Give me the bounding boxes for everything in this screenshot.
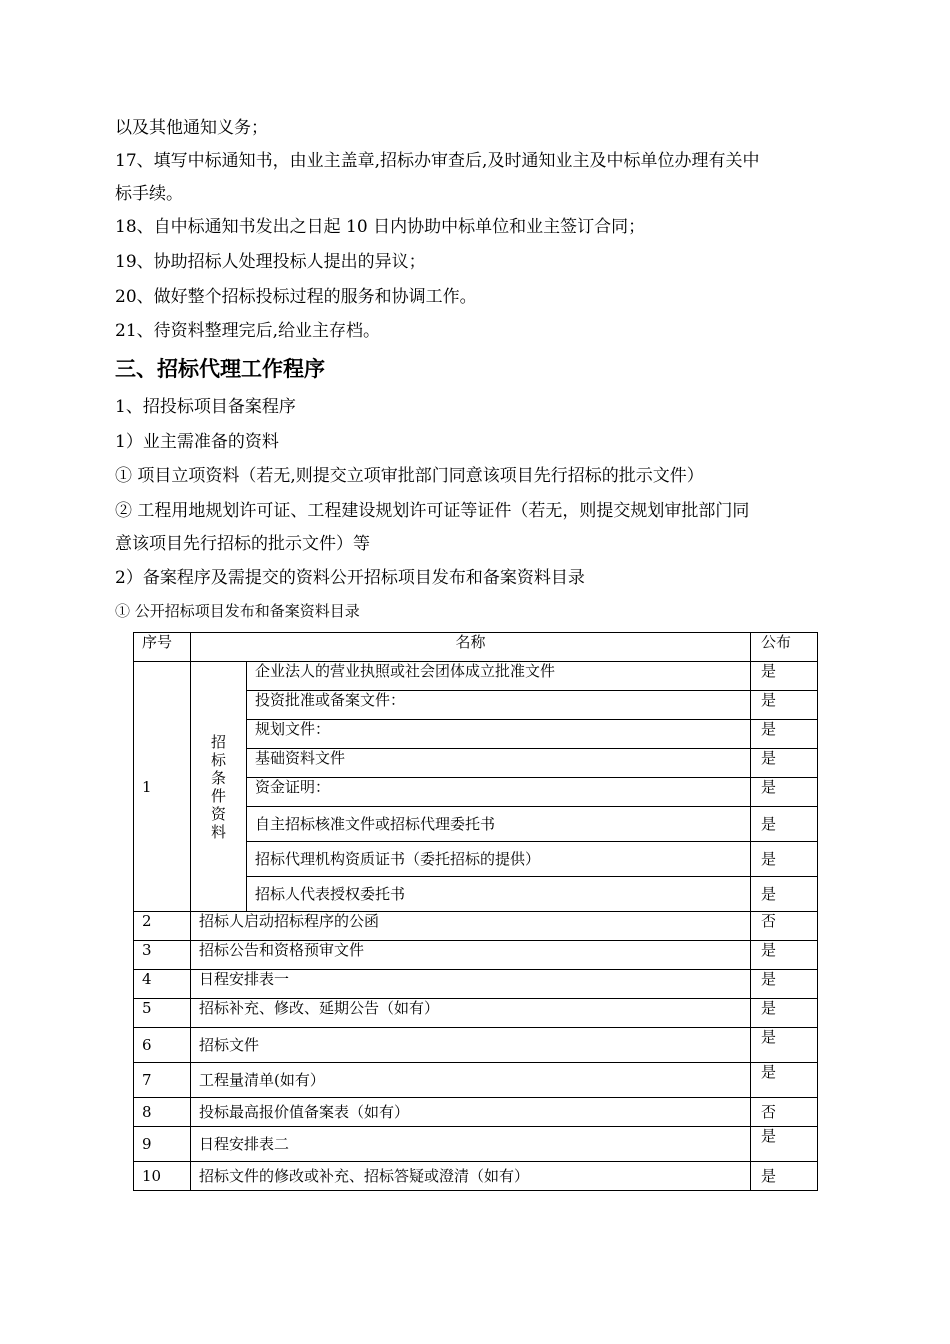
row-name: 招标代理机构资质证书（委托招标的提供） — [247, 842, 751, 877]
paragraph-18: 18、自中标通知书发出之日起 10 日内协助中标单位和业主签订合同； — [115, 217, 646, 237]
paragraph-notice-duty: 以及其他通知义务； — [115, 118, 268, 138]
table-row — [134, 912, 818, 941]
paragraph-20: 20、做好整个招标投标过程的服务和协调工作。 — [115, 287, 477, 307]
table-row — [134, 662, 818, 691]
row-name: 规划文件： — [247, 720, 751, 749]
row-no: 6 — [134, 1028, 191, 1063]
row-no: 2 — [134, 912, 191, 941]
table-row — [134, 1162, 818, 1191]
list-item-2: ② 工程用地规划许可证、工程建设规划许可证等证件（若无，则提交规划审批部门同 — [115, 501, 750, 521]
row-pub: 是 — [751, 720, 818, 749]
table-caption: ① 公开招标项目发布和备案资料目录 — [115, 602, 360, 620]
row-pub: 是 — [751, 662, 818, 691]
section-heading: 三、招标代理工作程序 — [115, 357, 325, 381]
paragraph-17: 17、填写中标通知书，由业主盖章,招标办审查后,及时通知业主及中标单位办理有关中 — [115, 151, 760, 171]
row-name: 招标人启动招标程序的公函 — [191, 912, 751, 941]
row-name: 资金证明： — [247, 778, 751, 807]
header-pub: 公布 — [751, 633, 818, 662]
row-no: 5 — [134, 999, 191, 1028]
table-header-row — [134, 633, 818, 662]
row-no: 7 — [134, 1063, 191, 1098]
row-pub: 是 — [751, 691, 818, 720]
row-pub: 否 — [751, 912, 818, 941]
header-name: 名称 — [191, 633, 751, 662]
row-no: 8 — [134, 1098, 191, 1127]
row-name: 招标公告和资格预审文件 — [191, 941, 751, 970]
row-no: 10 — [134, 1162, 191, 1191]
row-name: 企业法人的营业执照或社会团体成立批准文件 — [247, 662, 751, 691]
row-pub: 是 — [751, 807, 818, 842]
row-pub: 是 — [751, 970, 818, 999]
row-name: 基础资料文件 — [247, 749, 751, 778]
row-pub: 是 — [751, 999, 818, 1028]
row-name: 日程安排表二 — [191, 1127, 751, 1162]
paragraph-19: 19、协助招标人处理投标人提出的异议； — [115, 252, 426, 272]
row-pub: 是 — [751, 842, 818, 877]
paragraph-17-cont: 标手续。 — [115, 184, 183, 204]
row-name: 自主招标核准文件或招标代理委托书 — [247, 807, 751, 842]
table-row — [134, 1127, 818, 1162]
row-name: 招标文件的修改或补充、招标答疑或澄清（如有） — [191, 1162, 751, 1191]
filing-materials-table — [133, 632, 818, 1191]
row-no: 4 — [134, 970, 191, 999]
row-name: 工程量清单(如有） — [191, 1063, 751, 1098]
group-label: 招标条件资料 — [191, 662, 247, 912]
group-no: 1 — [134, 662, 191, 912]
subsection-1-1: 1）业主需准备的资料 — [115, 432, 279, 452]
paragraph-21: 21、待资料整理完后,给业主存档。 — [115, 321, 381, 341]
subsection-1: 1、招投标项目备案程序 — [115, 397, 296, 417]
row-pub: 是 — [751, 877, 818, 912]
table-row — [134, 1098, 818, 1127]
row-pub: 是 — [751, 941, 818, 970]
row-name: 招标文件 — [191, 1028, 751, 1063]
row-name: 投标最高报价值备案表（如有） — [191, 1098, 751, 1127]
row-name: 日程安排表一 — [191, 970, 751, 999]
header-no: 序号 — [134, 633, 191, 662]
row-pub: 是 — [751, 1063, 818, 1098]
row-pub: 是 — [751, 1127, 818, 1162]
list-item-1: ① 项目立项资料（若无,则提交立项审批部门同意该项目先行招标的批示文件） — [115, 466, 704, 486]
row-name: 招标人代表授权委托书 — [247, 877, 751, 912]
table-row — [134, 1063, 818, 1098]
row-pub: 是 — [751, 1028, 818, 1063]
row-no: 3 — [134, 941, 191, 970]
row-pub: 是 — [751, 749, 818, 778]
subsection-2: 2）备案程序及需提交的资料公开招标项目发布和备案资料目录 — [115, 568, 585, 588]
row-name: 招标补充、修改、延期公告（如有） — [191, 999, 751, 1028]
row-pub: 是 — [751, 778, 818, 807]
table-row — [134, 970, 818, 999]
table-row — [134, 941, 818, 970]
list-item-2-cont: 意该项目先行招标的批示文件）等 — [115, 534, 370, 554]
row-no: 9 — [134, 1127, 191, 1162]
table-row — [134, 1028, 818, 1063]
row-name: 投资批准或备案文件： — [247, 691, 751, 720]
table-row — [134, 999, 818, 1028]
row-pub: 否 — [751, 1098, 818, 1127]
row-pub: 是 — [751, 1162, 818, 1191]
